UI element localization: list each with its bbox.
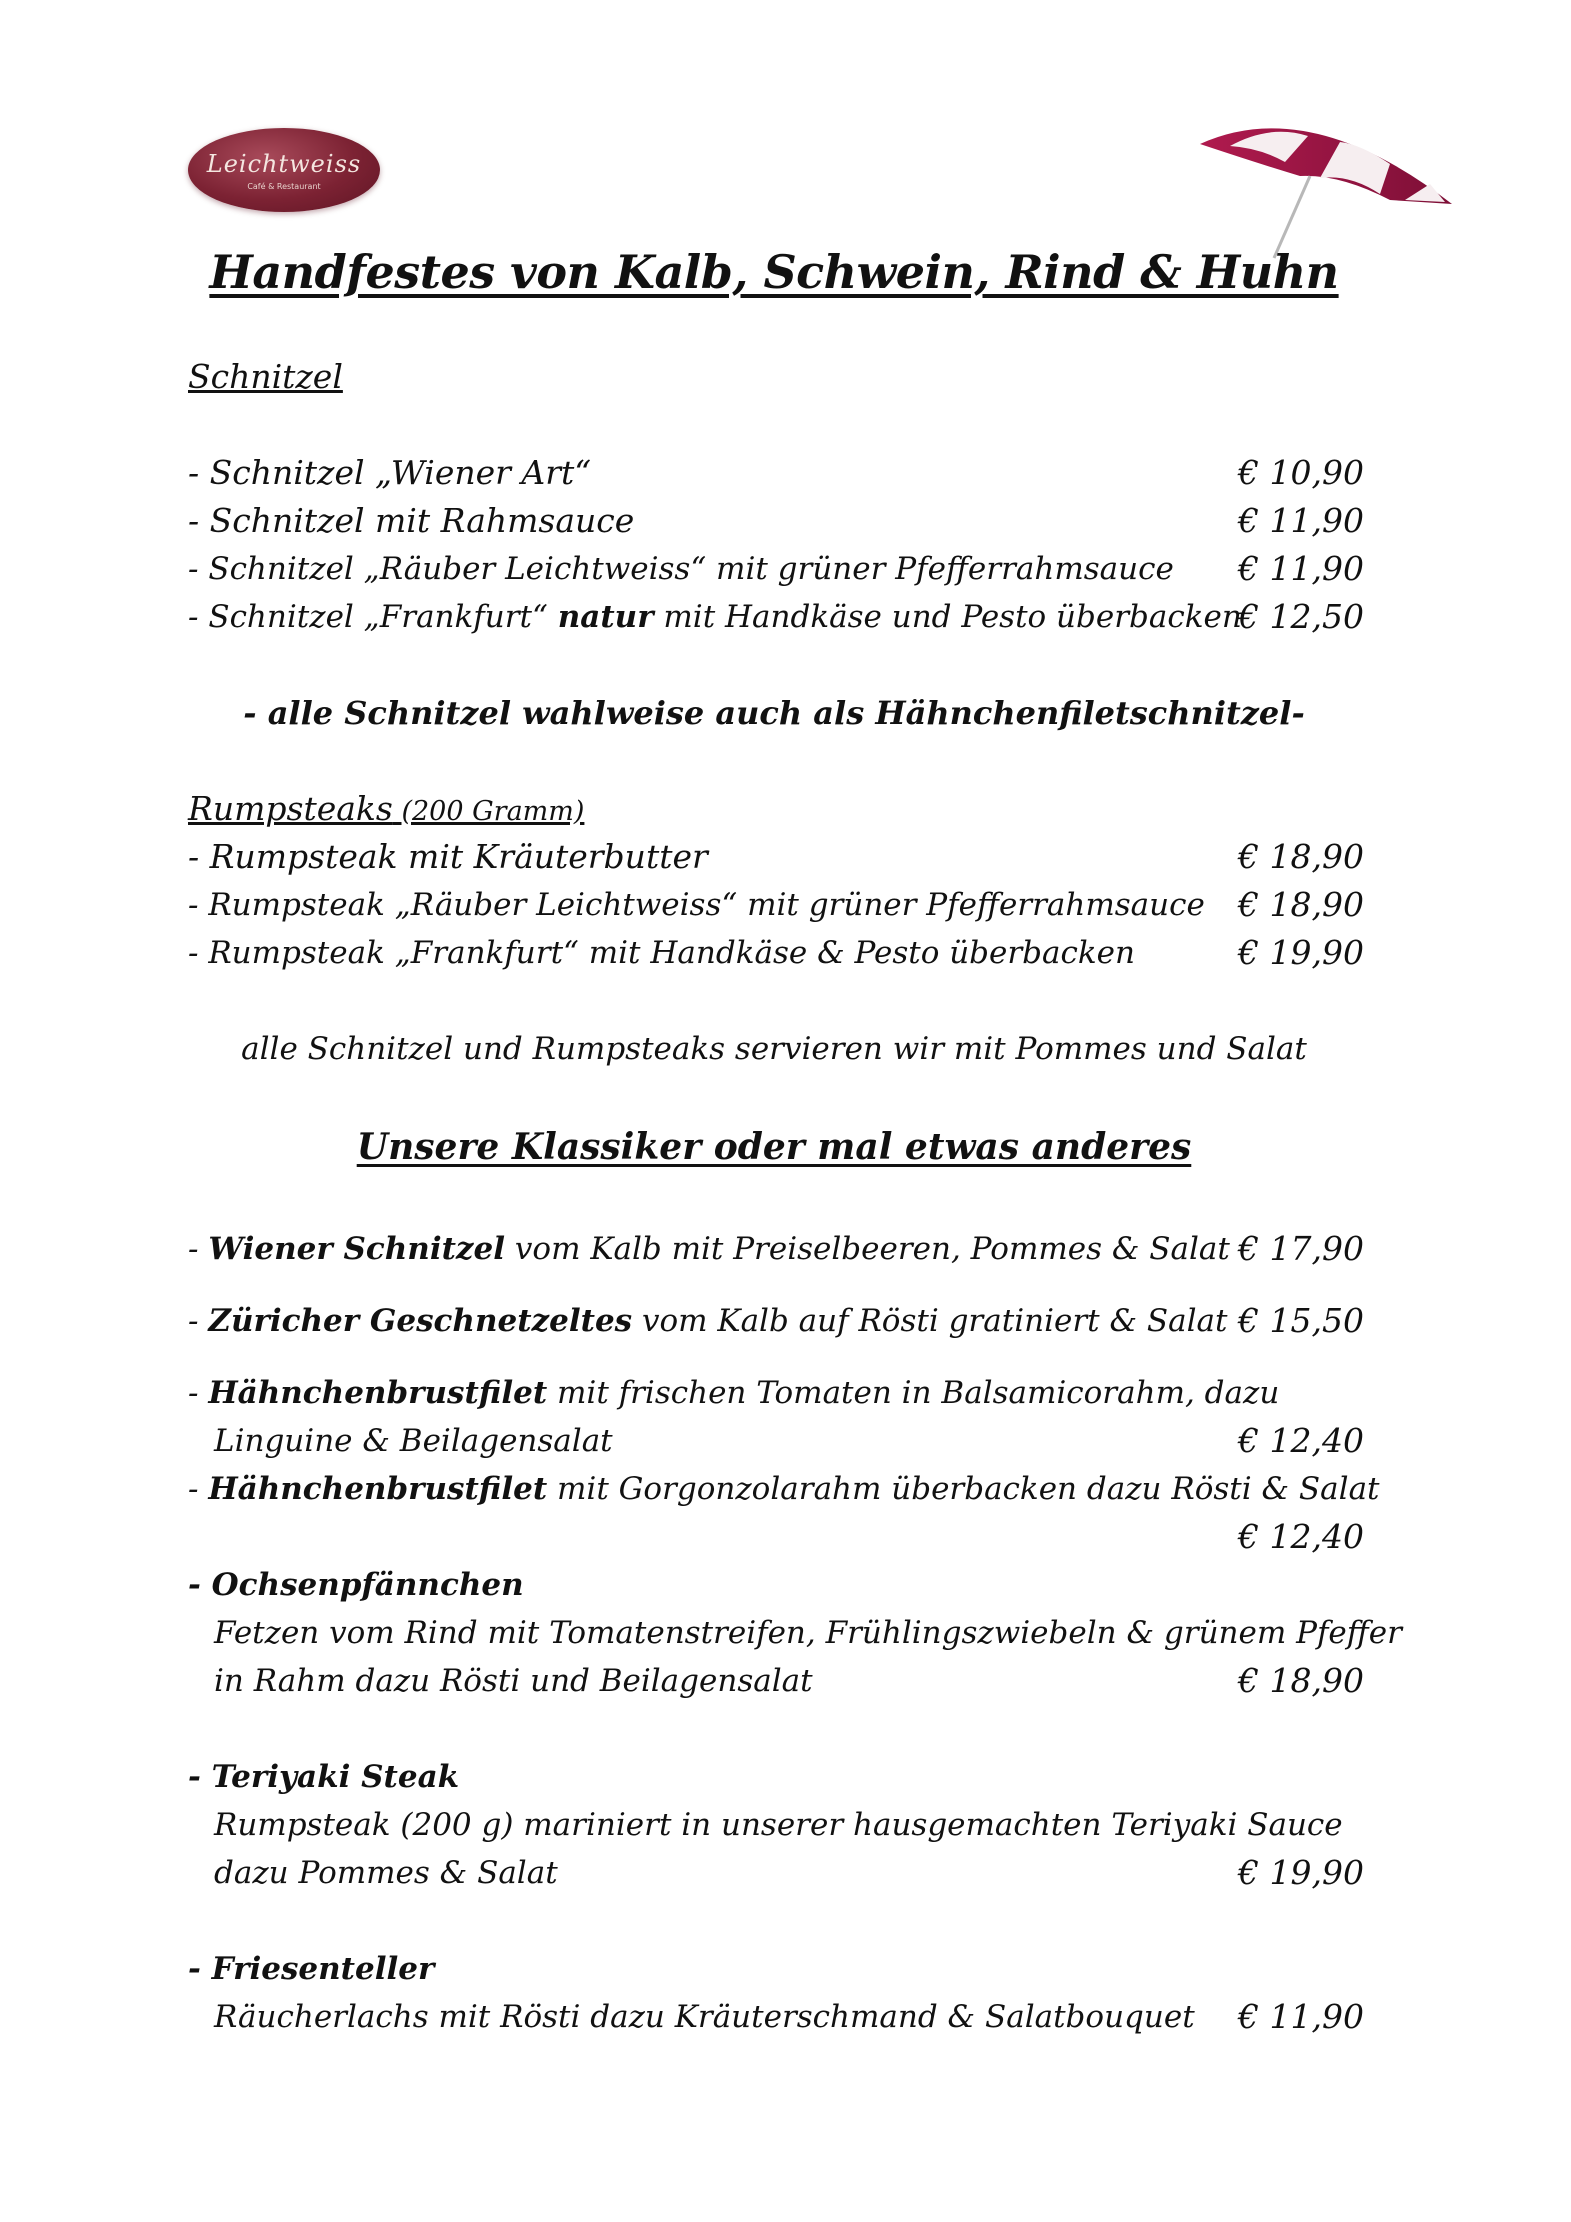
item-desc: mit Gorgonzolarahm überbacken dazu Rösti & Salat	[547, 1471, 1380, 1507]
item-text: - Schnitzel „Frankfurt“	[188, 599, 558, 635]
menu-item-teriyaki-desc2: dazu Pommes & Salat	[214, 1855, 558, 1891]
heading-text: Rumpsteaks	[188, 789, 393, 828]
menu-item-ochsenpfaennchen: - Ochsenpfännchen	[188, 1567, 524, 1603]
category-heading-rumpsteaks	[188, 786, 584, 835]
price-zuericher-geschnetzeltes: € 15,50	[1238, 1301, 1364, 1340]
menu-item-zuericher-geschnetzeltes	[188, 1298, 1364, 1344]
menu-item-rumpsteak-raeuber: - Rumpsteak „Räuber Leichtweiss“ mit grüner Pfefferrahmsauce	[188, 887, 1205, 923]
item-desc: mit frischen Tomaten in Balsamicorahm, dazu	[547, 1375, 1280, 1411]
item-dash: -	[188, 1375, 209, 1411]
schnitzel-note: - alle Schnitzel wahlweise auch als Hähnchenfiletschnitzel-	[243, 694, 1305, 732]
menu-item-ochsenpfaennchen-desc1: Fetzen vom Rind mit Tomatenstreifen, Frühlingszwiebeln & grünem Pfeffer	[214, 1615, 1402, 1651]
price-ochsenpfaennchen: € 18,90	[1238, 1661, 1364, 1700]
menu-item-wiener-schnitzel	[188, 1226, 1364, 1272]
price-wiener-schnitzel: € 17,90	[1238, 1229, 1364, 1268]
item-name: Züricher Geschnetzeltes	[208, 1303, 633, 1339]
menu-item-schnitzel-wiener-art: - Schnitzel „Wiener Art“	[188, 453, 592, 492]
menu-item-rumpsteak-frankfurt: - Rumpsteak „Frankfurt“ mit Handkäse & Pesto überbacken	[188, 935, 1135, 971]
logo-subtext: Café & Restaurant	[247, 182, 321, 191]
price-haehnchenbrustfilet-gorgonzola: € 12,40	[1238, 1517, 1364, 1556]
price-haehnchenbrustfilet-tomaten: € 12,40	[1238, 1421, 1364, 1460]
menu-item-ochsenpfaennchen-desc2: in Rahm dazu Rösti und Beilagensalat	[214, 1663, 813, 1699]
menu-item-schnitzel-rahmsauce: - Schnitzel mit Rahmsauce	[188, 501, 635, 540]
item-dash: -	[188, 1471, 209, 1507]
menu-item-haehnchenbrustfilet-gorgonzola	[188, 1466, 1380, 1512]
restaurant-logo	[188, 128, 380, 212]
menu-item-friesenteller: - Friesenteller	[188, 1951, 435, 1987]
heading-weight: (200 Gramm)	[392, 796, 585, 827]
item-text-suffix: mit Handkäse und Pesto überbacken	[653, 599, 1242, 635]
category-heading-schnitzel: Schnitzel	[188, 357, 343, 396]
item-desc: vom Kalb mit Preiselbeeren, Pommes & Salat	[505, 1231, 1230, 1267]
price-rumpsteak-raeuber: € 18,90	[1238, 885, 1364, 924]
price-rumpsteak-kraeuterbutter: € 18,90	[1238, 837, 1364, 876]
rumpsteaks-note: alle Schnitzel und Rumpsteaks servieren wir mit Pommes und Salat	[241, 1031, 1307, 1067]
section-title-klassiker: Unsere Klassiker oder mal etwas anderes	[356, 1126, 1192, 1168]
price-schnitzel-wiener-art: € 10,90	[1238, 453, 1364, 492]
item-desc: vom Kalb auf Rösti gratiniert & Salat	[632, 1303, 1228, 1339]
menu-item-teriyaki-steak: - Teriyaki Steak	[188, 1759, 460, 1795]
item-name: Wiener Schnitzel	[208, 1231, 506, 1267]
item-highlight: natur	[557, 599, 654, 635]
menu-item-friesenteller-desc: Räucherlachs mit Rösti dazu Kräuterschmand & Salatbouquet	[214, 1999, 1195, 2035]
price-rumpsteak-frankfurt: € 19,90	[1238, 933, 1364, 972]
menu-item-schnitzel-raeuber: - Schnitzel „Räuber Leichtweiss“ mit grüner Pfefferrahmsauce	[188, 551, 1174, 587]
price-friesenteller: € 11,90	[1238, 1997, 1364, 2036]
price-schnitzel-raeuber: € 11,90	[1238, 549, 1364, 588]
price-schnitzel-frankfurt: € 12,50	[1238, 597, 1364, 636]
menu-item-haehnchenbrustfilet-tomaten-line2: Linguine & Beilagensalat	[214, 1423, 613, 1459]
item-name: Hähnchenbrustfilet	[208, 1471, 548, 1507]
menu-item-haehnchenbrustfilet-tomaten	[188, 1370, 1360, 1416]
item-name: Hähnchenbrustfilet	[208, 1375, 548, 1411]
umbrella-icon	[1190, 104, 1460, 264]
logo-text: Leichtweiss	[206, 150, 362, 178]
menu-item-schnitzel-frankfurt	[188, 594, 1364, 640]
item-dash: -	[188, 1303, 209, 1339]
page-title: Handfestes von Kalb, Schwein, Rind & Huhn	[209, 245, 1339, 299]
price-schnitzel-rahmsauce: € 11,90	[1238, 501, 1364, 540]
menu-item-rumpsteak-kraeuterbutter: - Rumpsteak mit Kräuterbutter	[188, 837, 708, 876]
price-teriyaki-steak: € 19,90	[1238, 1853, 1364, 1892]
menu-item-teriyaki-desc1: Rumpsteak (200 g) mariniert in unserer hausgemachten Teriyaki Sauce	[214, 1807, 1343, 1843]
item-dash: -	[188, 1231, 209, 1267]
